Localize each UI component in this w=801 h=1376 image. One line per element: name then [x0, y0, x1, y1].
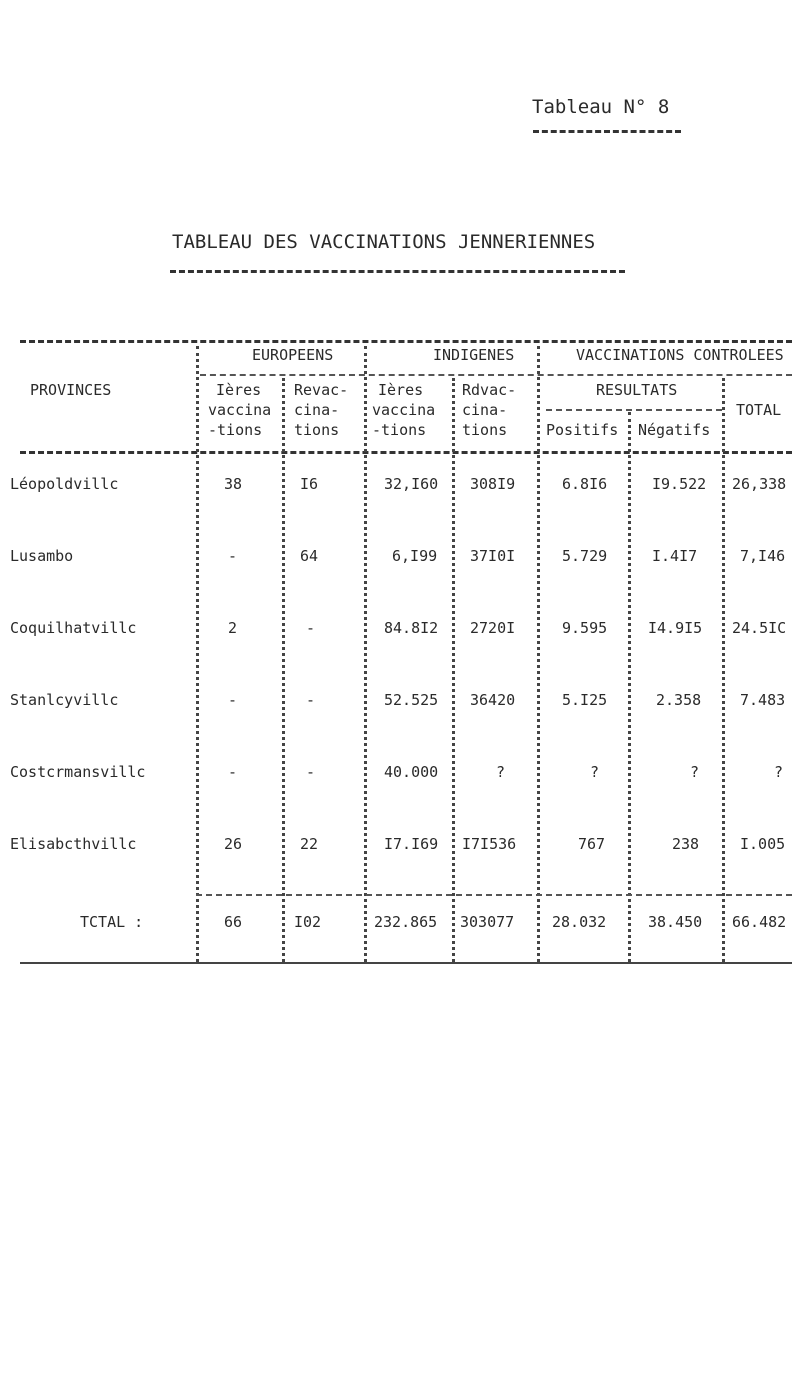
ind-revac-value: 36420 — [470, 691, 516, 709]
eur-revac-value: 64 — [300, 547, 319, 565]
table-row — [0, 530, 801, 610]
positifs-value: ? — [590, 763, 600, 781]
resultats-rule — [546, 409, 722, 411]
ind-first-value: I7.I69 — [384, 835, 439, 853]
ind-first-value: 84.8I2 — [384, 619, 439, 637]
total-eur-first: 66 — [224, 913, 243, 931]
header-ind-revac-3: tions — [462, 421, 508, 439]
page-title: TABLEAU DES VACCINATIONS JENNERIENNES — [172, 231, 596, 253]
ind-revac-value: 2720I — [470, 619, 516, 637]
table-row — [0, 458, 801, 538]
table-number: Tableau N° 8 — [532, 96, 670, 118]
header-eur-first-1: Ières — [216, 381, 262, 399]
header-negatifs: Négatifs — [638, 421, 711, 439]
eur-first-value: - — [228, 547, 238, 565]
eur-revac-value: - — [306, 763, 316, 781]
total-value: 7,I46 — [740, 547, 786, 565]
total-value: 7.483 — [740, 691, 786, 709]
table-row — [0, 746, 801, 826]
province-name: Lusambo — [10, 547, 74, 565]
total-separator-rule — [196, 894, 792, 896]
eur-revac-value: 22 — [300, 835, 319, 853]
negatifs-value: I9.522 — [652, 475, 707, 493]
header-ind-first-2: vaccina — [372, 401, 436, 419]
header-eur-first-3: -tions — [208, 421, 263, 439]
header-eur-first-2: vaccina — [208, 401, 272, 419]
total-positifs: 28.032 — [552, 913, 607, 931]
eur-first-value: 26 — [224, 835, 243, 853]
eur-revac-value: - — [306, 691, 316, 709]
header-eur-revac-3: tions — [294, 421, 340, 439]
province-name: Elisabcthvillc — [10, 835, 137, 853]
eur-first-value: 38 — [224, 475, 243, 493]
ind-revac-value: 308I9 — [470, 475, 516, 493]
page-title-underline — [170, 270, 625, 273]
negatifs-value: I4.9I5 — [648, 619, 703, 637]
total-value: 24.5IC — [732, 619, 787, 637]
header-eur-revac-1: Revac- — [294, 381, 349, 399]
header-indigenes: INDIGENES — [433, 346, 515, 364]
ind-revac-value: 37I0I — [470, 547, 516, 565]
eur-first-value: 2 — [228, 619, 238, 637]
header-europeens: EUROPEENS — [252, 346, 334, 364]
positifs-value: 9.595 — [562, 619, 608, 637]
header-positifs: Positifs — [546, 421, 619, 439]
positifs-value: 5.I25 — [562, 691, 608, 709]
header-bottom-rule — [20, 451, 792, 454]
total-eur-revac: I02 — [294, 913, 322, 931]
total-negatifs: 38.450 — [648, 913, 703, 931]
header-ind-revac-1: Rdvac- — [462, 381, 517, 399]
positifs-value: 5.729 — [562, 547, 608, 565]
total-total: 66.482 — [732, 913, 787, 931]
ind-first-value: 32,I60 — [384, 475, 439, 493]
province-name: Coquilhatvillc — [10, 619, 137, 637]
total-ind-revac: 303077 — [460, 913, 515, 931]
negatifs-value: 2.358 — [656, 691, 702, 709]
table-top-rule — [20, 340, 792, 343]
eur-revac-value: - — [306, 619, 316, 637]
header-ind-revac-2: cina- — [462, 401, 508, 419]
negatifs-value: 238 — [672, 835, 700, 853]
province-name: Stanlcyvillc — [10, 691, 119, 709]
header-resultats: RESULTATS — [596, 381, 678, 399]
table-row — [0, 818, 801, 898]
province-name: Léopoldvillc — [10, 475, 119, 493]
header-vaccinations-controlees: VACCINATIONS CONTROLEES — [576, 346, 784, 364]
total-ind-first: 232.865 — [374, 913, 438, 931]
ind-first-value: 52.525 — [384, 691, 439, 709]
total-value: I.005 — [740, 835, 786, 853]
ind-first-value: 40.000 — [384, 763, 439, 781]
ind-revac-value: I7I536 — [462, 835, 517, 853]
eur-revac-value: I6 — [300, 475, 319, 493]
eur-first-value: - — [228, 691, 238, 709]
province-name: Costcrmansvillc — [10, 763, 146, 781]
header-ind-first-1: Ières — [378, 381, 424, 399]
table-number-underline — [533, 130, 681, 133]
table-bottom-rule — [20, 962, 792, 964]
table-row — [0, 602, 801, 682]
eur-first-value: - — [228, 763, 238, 781]
negatifs-value: I.4I7 — [652, 547, 698, 565]
positifs-value: 767 — [578, 835, 606, 853]
total-value: ? — [774, 763, 784, 781]
total-row — [0, 903, 801, 963]
negatifs-value: ? — [690, 763, 700, 781]
ind-revac-value: ? — [496, 763, 506, 781]
group-header-rule — [200, 374, 792, 376]
positifs-value: 6.8I6 — [562, 475, 608, 493]
ind-first-value: 6,I99 — [392, 547, 438, 565]
header-total: TOTAL — [736, 401, 782, 419]
header-provinces: PROVINCES — [30, 381, 112, 399]
total-label: TCTAL : — [80, 913, 144, 931]
table-row — [0, 674, 801, 754]
header-eur-revac-2: cina- — [294, 401, 340, 419]
total-value: 26,338 — [732, 475, 787, 493]
header-ind-first-3: -tions — [372, 421, 427, 439]
